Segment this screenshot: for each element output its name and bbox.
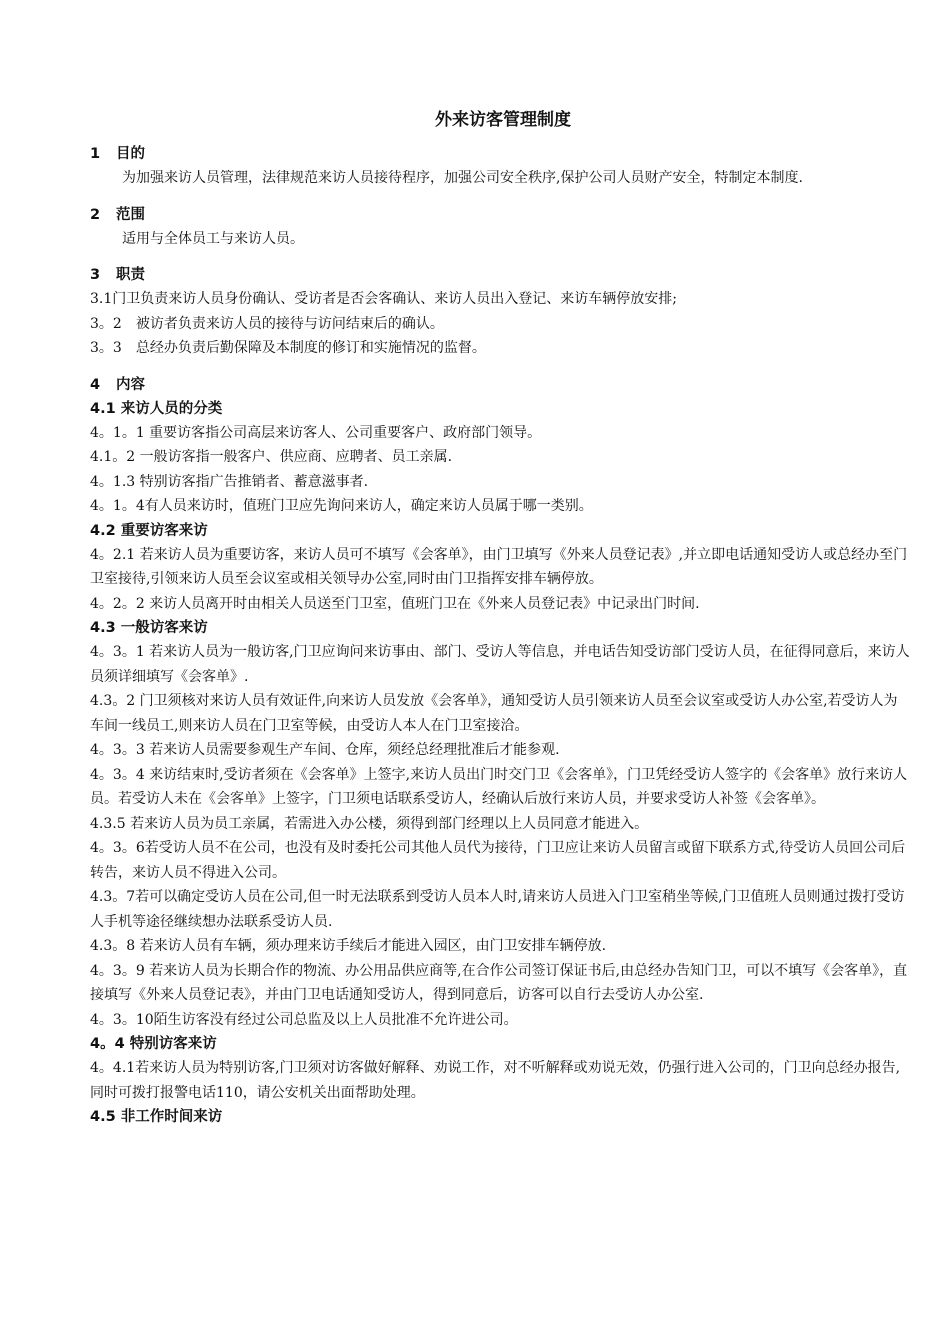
clause-4-1-3: 4。1.3 特别访客指广告推销者、蓄意滋事者. (90, 473, 369, 490)
clause-4-2-2: 4。2。2 来访人员离开时由相关人员送至门卫室，值班门卫在《外来人员登记表》中记录出门时间. (90, 595, 700, 612)
clause-4-3-3: 4。3。3 若来访人员需要参观生产车间、仓库，须经总经理批准后才能参观. (90, 742, 560, 758)
clause-4-1-4: 4。1。4有人员来访时，值班门卫应先询问来访人，确定来访人员属于哪一类别。 (90, 498, 593, 514)
subsection-4-1-heading: 4.1 来访人员的分类 (90, 400, 223, 417)
section-2-text: 适用与全体员工与来访人员。 (122, 230, 304, 247)
duty-item: 3.1门卫负责来访人员身份确认、受访者是否会客确认、来访人员出入登记、来访车辆停放安排; (90, 291, 677, 307)
section-number: 4 (90, 376, 101, 393)
section-title: 目的 (116, 146, 145, 162)
duty-item: 3。2 被访者负责来访人员的接待与访问结束后的确认。 (90, 315, 444, 332)
section-1-heading (90, 142, 910, 166)
clause-4-3-8: 4.3。8 若来访人员有车辆，须办理来访手续后才能进入园区，由门卫安排车辆停放. (90, 938, 607, 954)
section-number: 2 (90, 206, 101, 223)
subsection-4-5-heading: 4.5 非工作时间来访 (90, 1109, 223, 1125)
clause-4-1-1: 4。1。1 重要访客指公司高层来访客人、公司重要客户、政府部门领导。 (90, 424, 542, 441)
clause-4-3-5: 4.3.5 若来访人员为员工亲属，若需进入办公楼，须得到部门经理以上人员同意才能进入。 (90, 815, 649, 832)
clause-4-1-2: 4.1。2 一般访客指一般客户、供应商、应聘者、员工亲属. (90, 449, 453, 465)
subsection-4-3-heading: 4.3 一般访客来访 (90, 620, 208, 636)
section-2-heading (90, 203, 910, 227)
clause-4-3-10: 4。3。10陌生访客没有经过公司总监及以上人员批准不允许进公司。 (90, 1011, 518, 1028)
section-number: 3 (90, 267, 101, 283)
clause-4-3-9: 4。3。9 若来访人员为长期合作的物流、办公用品供应商等,在合作公司签订保证书后,由总经办告知门卫，可以不填写《会客单》，直接填写《外来人员登记表》，并由门卫电话通知受访人，得到同意后，访客可以自行去受访人办公室. (90, 962, 908, 1003)
section-3-heading (90, 263, 910, 287)
subsection-4-4-heading: 4。4 特别访客来访 (90, 1036, 217, 1052)
clause-4-3-2: 4.3。2 门卫须核对来访人员有效证件,向来访人员发放《会客单》，通知受访人员引领来访人员至会议室或受访人办公室,若受访人为车间一线员工,则来访人员在门卫室等候，由受访人本人在门卫室接洽。 (90, 693, 898, 734)
document-page (90, 108, 910, 1129)
section-1-text: 为加强来访人员管理，法律规范来访人员接待程序，加强公司安全秩序,保护公司人员财产安全，特制定本制度. (122, 170, 803, 186)
section-title: 职责 (116, 267, 145, 283)
clause-4-2-1: 4。2.1 若来访人员为重要访客，来访人员可不填写《会客单》，由门卫填写《外来人员登记表》,并立即电话通知受访人或总经办至门卫室接待,引领来访人员至会议室或相关领导办公室,同时由门卫指挥安排车辆停放。 (90, 546, 908, 587)
section-title: 范围 (116, 206, 145, 223)
section-4-heading (90, 373, 910, 397)
subsection-4-2-heading: 4.2 重要访客来访 (90, 522, 208, 539)
section-title: 内容 (116, 376, 145, 393)
clause-4-3-7: 4.3。7若可以确定受访人员在公司,但一时无法联系到受访人员本人时,请来访人员进入门卫室稍坐等候,门卫值班人员则通过拨打受访人手机等途径继续想办法联系受访人员. (90, 889, 905, 930)
clause-4-4-1: 4。4.1若来访人员为特别访客,门卫须对访客做好解释、劝说工作，对不听解释或劝说无效，仍强行进入公司的，门卫向总经办报告,同时可拨打报警电话110，请公安机关出面帮助处理。 (90, 1060, 901, 1101)
clause-4-3-1: 4。3。1 若来访人员为一般访客,门卫应询问来访事由、部门、受访人等信息，并电话告知受访部门受访人员，在征得同意后，来访人员须详细填写《会客单》. (90, 644, 910, 685)
section-number: 1 (90, 146, 101, 162)
clause-4-3-6: 4。3。6若受访人员不在公司，也没有及时委托公司其他人员代为接待，门卫应让来访人员留言或留下联系方式,待受访人员回公司后转告，来访人员不得进入公司。 (90, 840, 906, 881)
clause-4-3-4: 4。3。4 来访结束时,受访者须在《会客单》上签字,来访人员出门时交门卫《会客单》，门卫凭经受访人签字的《会客单》放行来访人员。若受访人未在《会客单》上签字，门卫须电话联系受访人，经确认后放行来访人员，并要求受访人补签《会客单》。 (90, 766, 908, 807)
document-title: 外来访客管理制度 (435, 110, 571, 130)
duty-item: 3。3 总经办负责后勤保障及本制度的修订和实施情况的监督。 (90, 340, 486, 356)
